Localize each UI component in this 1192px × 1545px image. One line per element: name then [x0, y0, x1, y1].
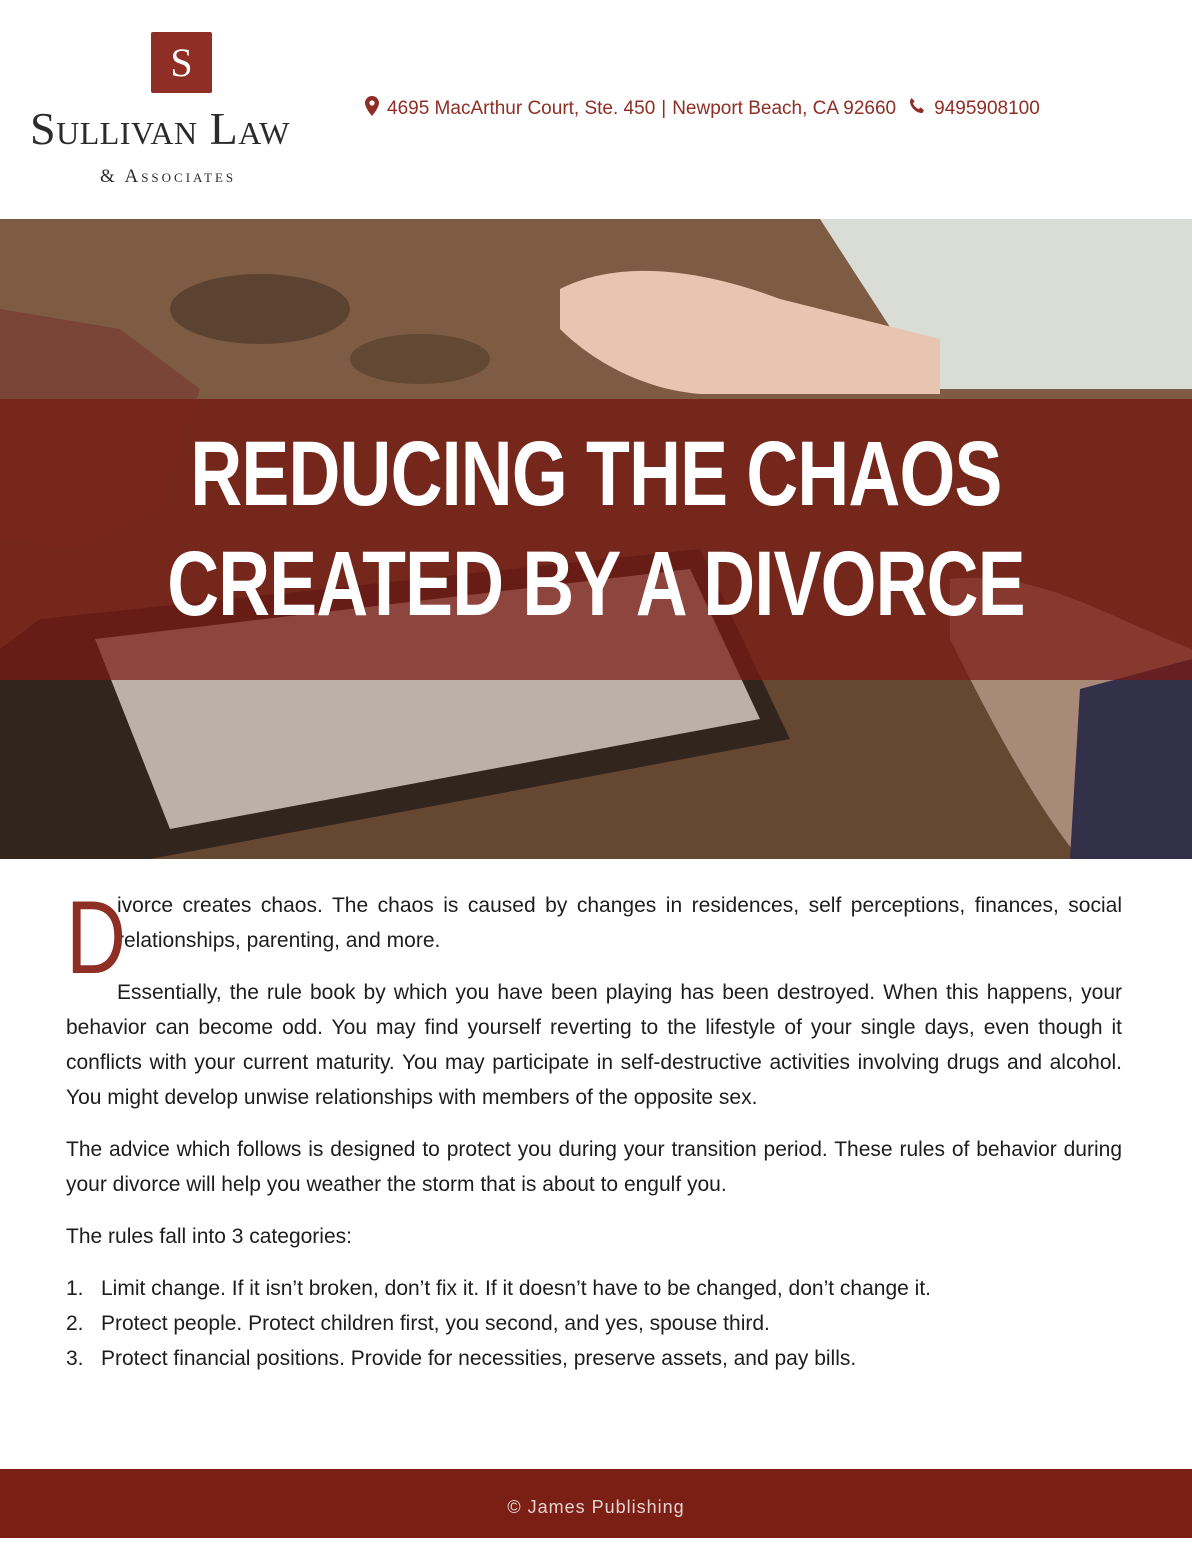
- drop-cap: D: [66, 880, 127, 996]
- paragraph-1: ivorce creates chaos. The chaos is caused by changes in residences, self perceptions, finances, social relationships, parenting, and more.: [117, 894, 1122, 952]
- map-pin-icon: [365, 96, 379, 122]
- firm-logo: [30, 30, 340, 200]
- copyright-text: © James Publishing: [507, 1497, 685, 1517]
- list-item: [66, 1341, 1122, 1376]
- list-text: Protect financial positions. Provide for necessities, preserve assets, and pay bills.: [101, 1347, 857, 1370]
- paragraph-3: The advice which follows is designed to protect you during your transition period. These rules of behavior during your divorce will help you weather the storm that is about to engulf you.: [66, 1138, 1122, 1196]
- article-body: [66, 880, 1122, 1376]
- title-line-1: REDUCING THE CHAOS: [190, 423, 1002, 525]
- paragraph-4: The rules fall into 3 categories:: [66, 1225, 352, 1248]
- list-number: 1.: [66, 1277, 84, 1300]
- hero-banner: [0, 219, 1192, 859]
- title-line-2: CREATED BY A DIVORCE: [167, 533, 1025, 635]
- page-title: [131, 419, 1061, 639]
- logo-badge: S: [151, 32, 212, 93]
- contact-line: [365, 96, 1040, 122]
- list-number: 2.: [66, 1312, 84, 1335]
- list-item: [66, 1271, 1122, 1306]
- address-separator: |: [661, 98, 667, 119]
- phone-number: 9495908100: [934, 98, 1040, 119]
- city-text: Newport Beach, CA 92660: [672, 98, 897, 119]
- list-item: [66, 1306, 1122, 1341]
- logo-firm-name: Sullivan Law: [30, 103, 290, 154]
- address-text: 4695 MacArthur Court, Ste. 450: [387, 98, 656, 119]
- logo-subtitle: & Associates: [100, 166, 237, 187]
- footer: [0, 1469, 1192, 1538]
- list-number: 3.: [66, 1347, 84, 1370]
- rules-list: [66, 1271, 1122, 1376]
- list-text: Protect people. Protect children first, you second, and yes, spouse third.: [101, 1312, 770, 1335]
- list-text: Limit change. If it isn’t broken, don’t fix it. If it doesn’t have to be changed, don’t change it.: [101, 1277, 931, 1300]
- phone-icon: [908, 97, 926, 121]
- paragraph-2: Essentially, the rule book by which you have been playing has been destroyed. When this happens, your behavior can become odd. You may find yourself reverting to the lifestyle of your single days, even though it conflicts with your current maturity. You may participate in self-destructive activities involving drugs and alcohol. You might develop unwise relationships with members of the opposite sex.: [66, 981, 1122, 1109]
